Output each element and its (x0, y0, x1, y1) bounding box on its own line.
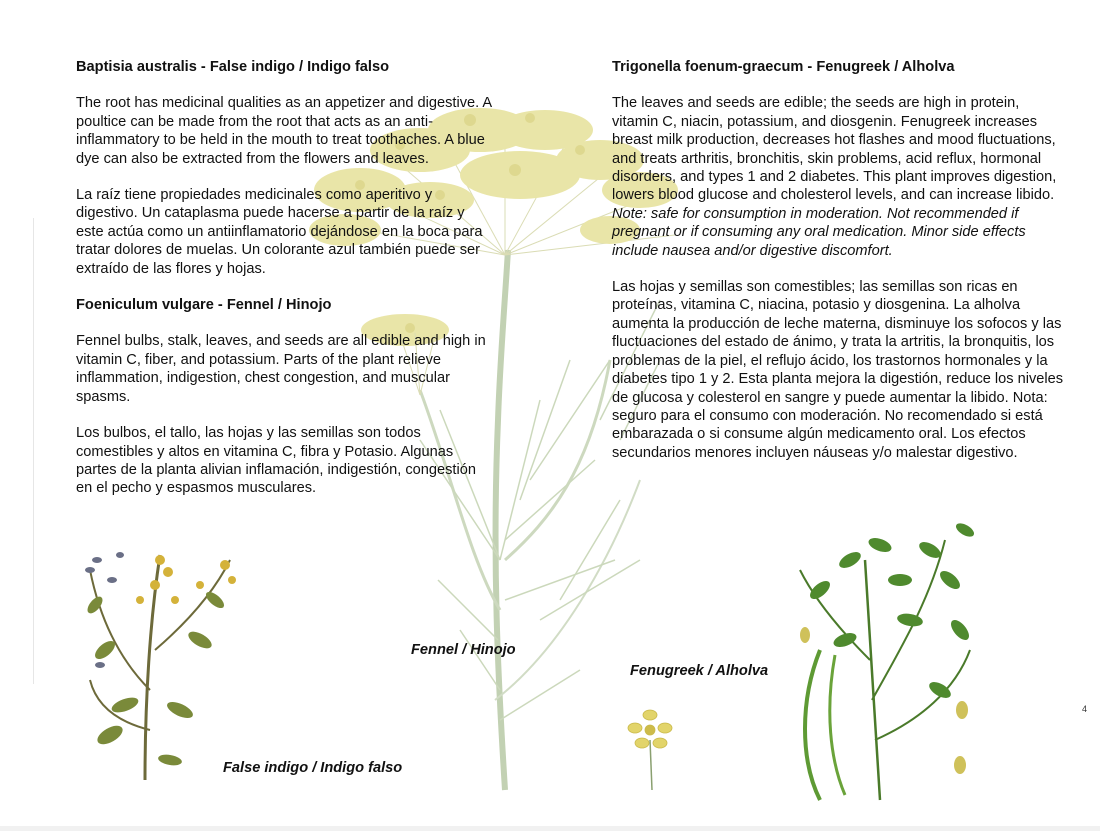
fenugreek-spanish-text: Las hojas y semillas son comestibles; las semillas son ricas en proteínas, vitamina C, niacina, potasio y diosgenina. La alholva aumenta la producción de leche materna, disminuye los sofocos y las fluctuaciones del estado de ánimo, y trata la artritis, la bronquitis, los problemas de la piel, el reflujo ácido, los trastornos hormonales y la diabetes tipo 1 y 2. Esta planta mejora la digestión, reduce los niveles de glucosa y colesterol en sangre y puede aumentar la libido. Nota: seguro para el consumo con moderación. No recomendado si está embarazada o si consume algún medicamento oral. Los efectos secundarios menores incluyen náuseas y/o malestar digestivo. (612, 279, 1064, 461)
fennel-caption: Fennel / Hinojo (411, 642, 516, 658)
fennel-english-text: Fennel bulbs, stalk, leaves, and seeds are all edible and high in vitamin C, fiber, and potassium. Parts of the plant relieve inflammation, indigestion, chest congestion, and muscular spasms. (76, 333, 486, 405)
fenugreek-title: Trigonella foenum-graecum - Fenugreek / Alholva (612, 59, 955, 75)
fennel-spanish-text: Los bulbos, el tallo, las hojas y las semillas son todos comestibles y altos en vitamina C, fibra y Potasio. Algunas partes de la planta alivian inflamación, indigestión, congestión en el pecho y espasmos musculares. (76, 425, 476, 497)
right-column (612, 58, 1067, 480)
baptisia-title: Baptisia australis - False indigo / Indigo falso (76, 59, 390, 75)
fenugreek-caption: Fenugreek / Alholva (630, 663, 769, 679)
page-number: 4 (1082, 704, 1088, 714)
fennel-flower-detail (628, 710, 672, 790)
fenugreek-illustration (800, 521, 976, 800)
fenugreek-english-text (612, 94, 1067, 260)
fenugreek-english-note: Note: safe for consumption in moderation. Not recommended if pregnant or if consuming any oral medication. Minor side effects include nausea and/or digestive discomfort. (612, 205, 1026, 259)
baptisia-english-text: The root has medicinal qualities as an appetizer and digestive. A poultice can be made from the root that acts as an anti-inflammatory to be held in the mouth to treat toothaches. A blue dye can also be extracted from the flowers and leaves. (76, 95, 492, 167)
left-column (76, 58, 496, 516)
false-indigo-caption: False indigo / Indigo falso (223, 760, 403, 776)
false-indigo-illustration (85, 552, 236, 780)
baptisia-spanish-text: La raíz tiene propiedades medicinales como aperitivo y digestivo. Un cataplasma puede hacerse a partir de la raíz y este actúa como un antiinflamatorio dejándose en la boca para tratar dolores de muelas. Un colorante azul también puede ser extraído de las flores y hojas. (76, 187, 483, 277)
bottom-rule (0, 826, 1100, 831)
fenugreek-english-body: The leaves and seeds are edible; the seeds are high in protein, vitamin C, niacin, potassium, and diosgenin. Fenugreek increases breast milk production, decreases hot flashes and mood fluctuations, and treats arthritis, bronchitis, skin problems, acid reflux, hormonal disorders, and types 1 and 2 diabetes. This plant improves digestion, lowers blood glucose and cholesterol levels, and can increase libido. (612, 95, 1057, 204)
fennel-title: Foeniculum vulgare - Fennel / Hinojo (76, 297, 332, 314)
